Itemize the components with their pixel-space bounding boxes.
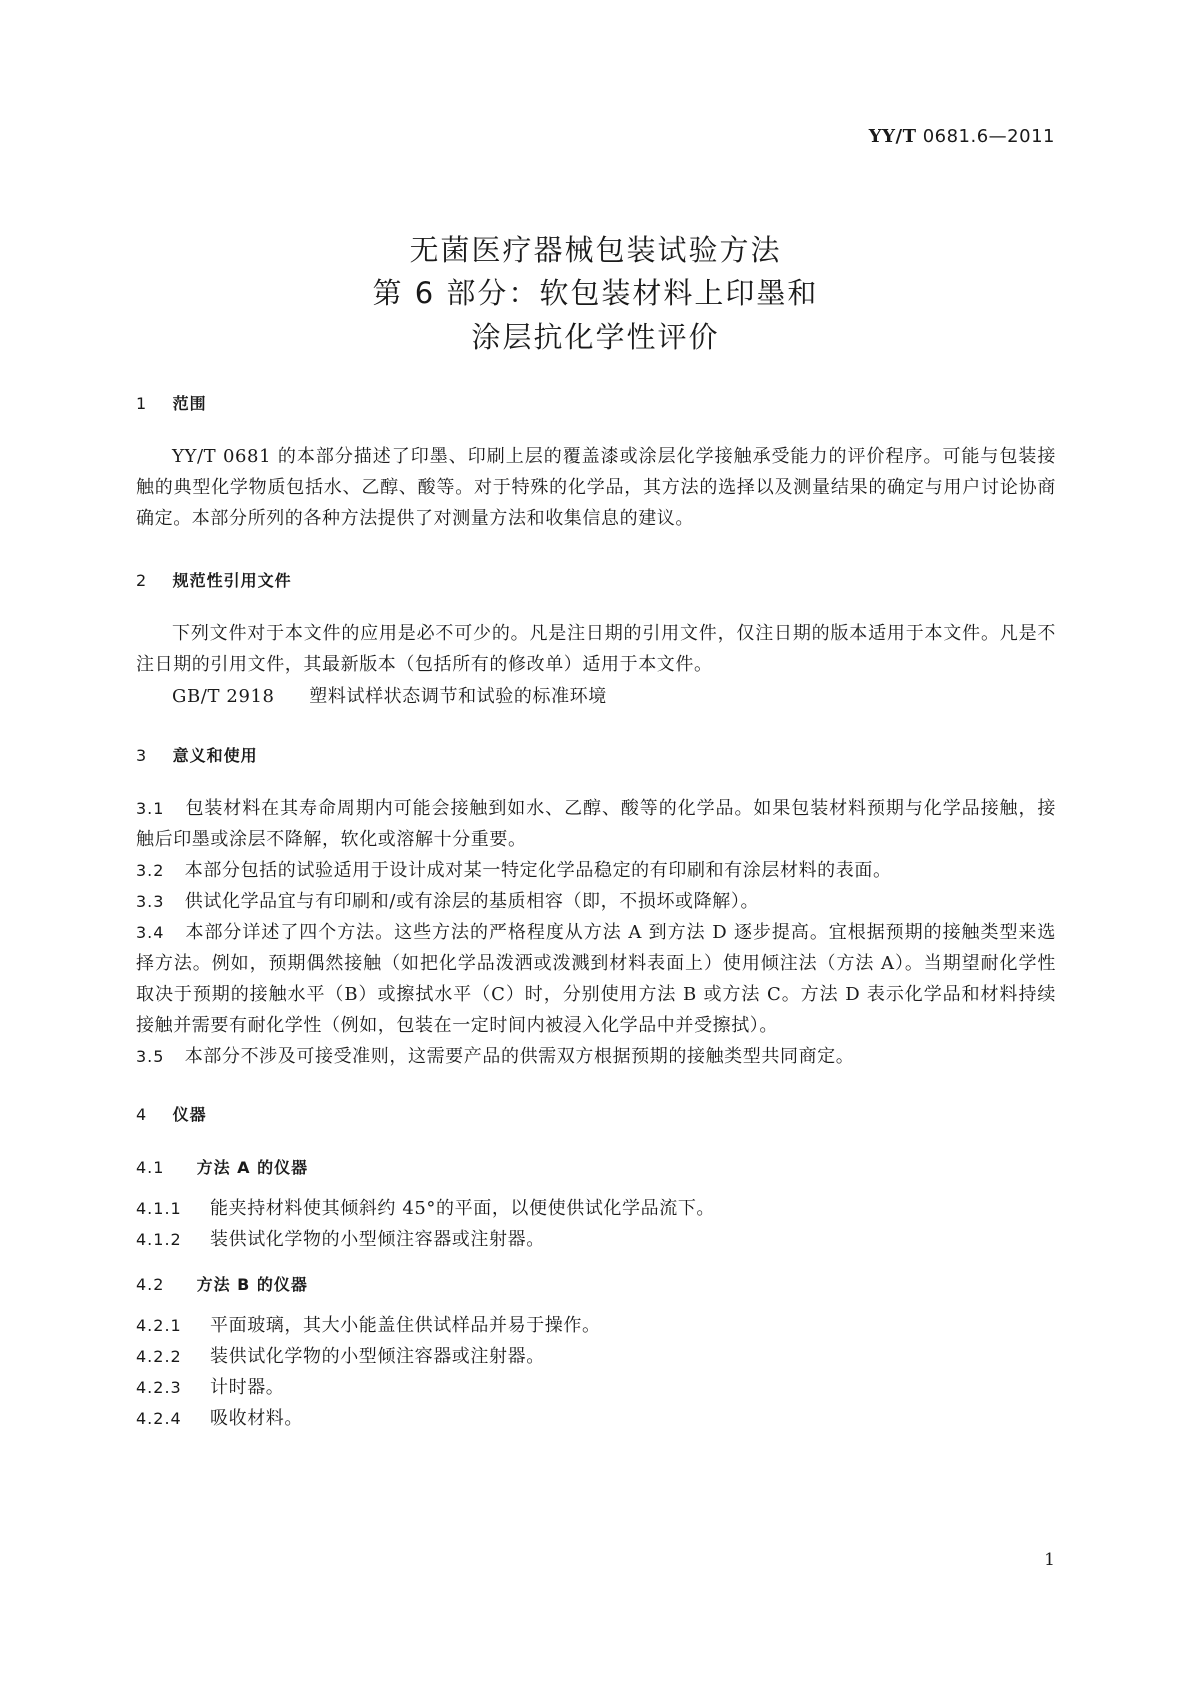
- section-title: 范围: [172, 394, 207, 413]
- section-number: 1: [136, 394, 148, 413]
- document-title-line2: 第 6 部分：软包装材料上印墨和: [372, 276, 819, 310]
- clause-number: 3.4: [136, 923, 165, 942]
- section-number: 4.1: [136, 1158, 165, 1177]
- section-4-1-heading: [136, 1155, 308, 1178]
- clause-4-2-4: [136, 1404, 303, 1430]
- clause-number: 4.1.1: [136, 1199, 182, 1218]
- clause-text: 平面玻璃，其大小能盖住供试样品并易于操作。: [210, 1315, 601, 1336]
- clause-3-4: [136, 917, 1056, 1041]
- clause-text: 本部分不涉及可接受准则，这需要产品的供需双方根据预期的接触类型共同商定。: [184, 1046, 855, 1067]
- clause-number: 3.1: [136, 799, 165, 818]
- standard-number: 0681.6—2011: [922, 126, 1055, 147]
- clause-3-5: [136, 1041, 1056, 1072]
- clause-4-2-3: [136, 1373, 284, 1399]
- section-number: 2: [136, 571, 148, 590]
- standard-code: [869, 126, 1055, 147]
- clause-text: 装供试化学物的小型倾注容器或注射器。: [210, 1229, 545, 1250]
- document-title-line3: 涂层抗化学性评价: [471, 320, 720, 354]
- clause-number: 3.5: [136, 1047, 165, 1066]
- clause-text: 吸收材料。: [210, 1408, 303, 1429]
- section-title: 方法 B 的仪器: [196, 1275, 308, 1294]
- clause-number: 4.2.1: [136, 1316, 182, 1335]
- clause-text: 供试化学品宜与有印刷和/或有涂层的基质相容（即，不损坏或降解）。: [184, 891, 760, 912]
- clause-4-2-1: [136, 1311, 601, 1337]
- clause-text: 本部分详述了四个方法。这些方法的严格程度从方法 A 到方法 D 逐步提高。宜根据预期的接触类型来选择方法。例如，预期偶然接触（如把化学品泼洒或泼溅到材料表面上）使用倾注法（方法 A）。当期望耐化学性取决于预期的接触水平（B）或擦拭水平（C）时，分别使用方法 B 或方法 C。方法 D 表示化学品和材料持续接触并需要有耐化学性（例如，包装在一定时间内被浸入化学品中并受擦拭）。: [136, 922, 1056, 1036]
- clause-text: 装供试化学物的小型倾注容器或注射器。: [210, 1346, 545, 1367]
- section-2-heading: [136, 568, 292, 591]
- section-2-paragraph: 下列文件对于本文件的应用是必不可少的。凡是注日期的引用文件，仅注日期的版本适用于本文件。凡是不注日期的引用文件，其最新版本（包括所有的修改单）适用于本文件。: [136, 623, 1056, 675]
- clause-text: 能夹持材料使其倾斜约 45°的平面，以便使供试化学品流下。: [210, 1198, 716, 1219]
- clause-3-2: [136, 855, 1056, 886]
- clause-3-1: [136, 793, 1056, 855]
- section-number: 3: [136, 746, 148, 765]
- section-1-paragraph: YY/T 0681 的本部分描述了印墨、印刷上层的覆盖漆或涂层化学接触承受能力的评价程序。可能与包装接触的典型化学物质包括水、乙醇、酸等。对于特殊的化学品，其方法的选择以及测量结果的确定与用户讨论协商确定。本部分所列的各种方法提供了对测量方法和收集信息的建议。: [136, 446, 1056, 529]
- clause-4-1-1: [136, 1194, 715, 1220]
- clause-text: 本部分包括的试验适用于设计成对某一特定化学品稳定的有印刷和有涂层材料的表面。: [184, 860, 892, 881]
- reference-title: 塑料试样状态调节和试验的标准环境: [309, 686, 607, 707]
- section-4-2-heading: [136, 1272, 308, 1295]
- section-title: 规范性引用文件: [172, 571, 292, 590]
- clause-number: 3.2: [136, 861, 165, 880]
- section-title: 仪器: [172, 1105, 207, 1124]
- clause-4-2-2: [136, 1342, 545, 1368]
- clause-4-1-2: [136, 1225, 545, 1251]
- clause-3-3: [136, 886, 1056, 917]
- section-3-heading: [136, 743, 258, 766]
- page-number: 1: [1044, 1550, 1055, 1570]
- clause-number: 3.3: [136, 892, 165, 911]
- section-number: 4.2: [136, 1275, 165, 1294]
- section-4-heading: [136, 1102, 207, 1125]
- section-1-heading: [136, 391, 207, 414]
- reference-code: GB/T 2918: [172, 686, 275, 707]
- standard-prefix: YY/T: [868, 126, 917, 147]
- clause-number: 4.2.4: [136, 1409, 182, 1428]
- section-title: 方法 A 的仪器: [196, 1158, 309, 1177]
- clause-number: 4.1.2: [136, 1230, 182, 1249]
- clause-number: 4.2.3: [136, 1378, 182, 1397]
- section-title: 意义和使用: [172, 746, 258, 765]
- clause-number: 4.2.2: [136, 1347, 182, 1366]
- document-title-line1: 无菌医疗器械包装试验方法: [409, 233, 782, 267]
- section-number: 4: [136, 1105, 148, 1124]
- clause-text: 计时器。: [210, 1377, 285, 1398]
- normative-reference: [172, 682, 607, 708]
- clause-text: 包装材料在其寿命周期内可能会接触到如水、乙醇、酸等的化学品。如果包装材料预期与化学品接触，接触后印墨或涂层不降解，软化或溶解十分重要。: [136, 798, 1056, 850]
